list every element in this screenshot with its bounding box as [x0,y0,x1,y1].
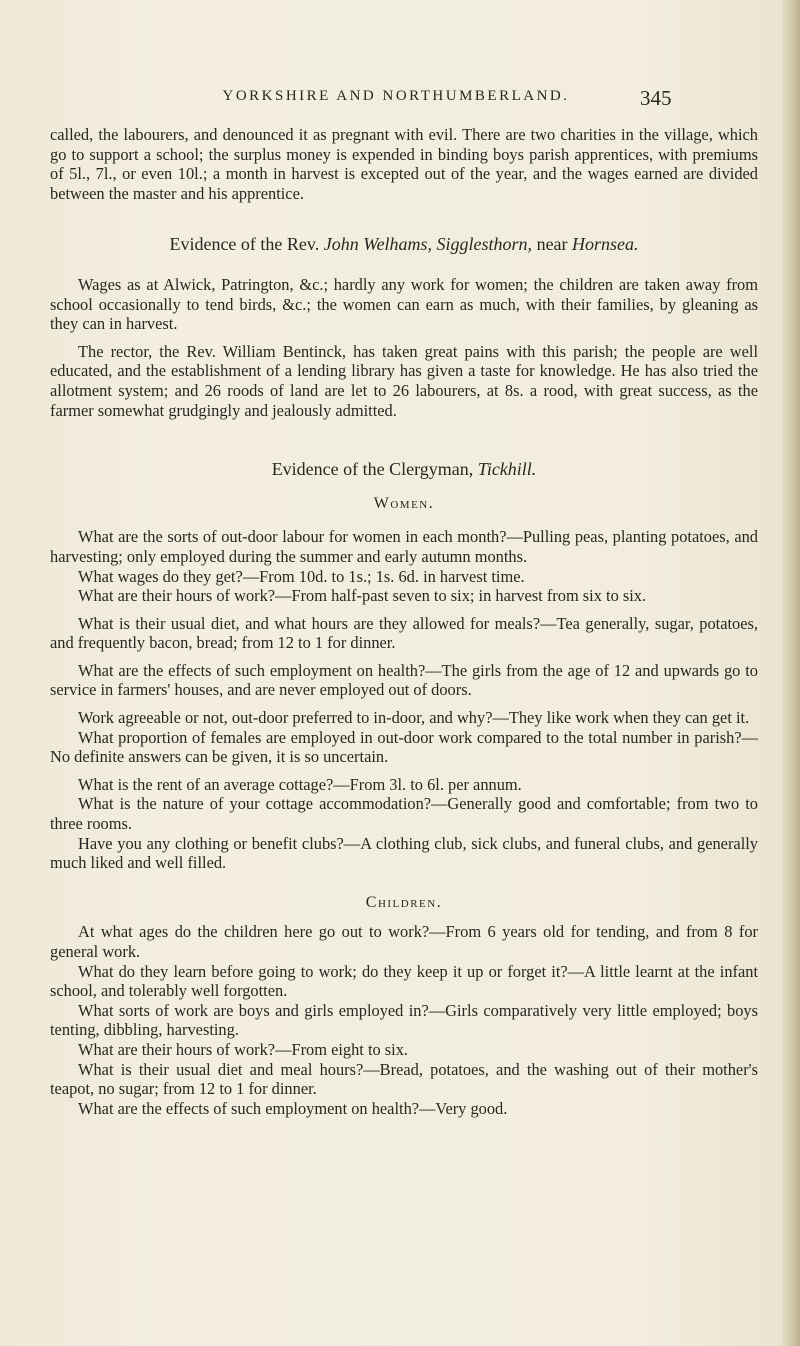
children-qa: What are their hours of work?—From eight to six. [78,1039,409,1059]
children-qa: At what ages do the children here go out to work?—From 6 years old for tending, and from 8 for general work. [50,922,758,961]
women-qa: Work agreeable or not, out-door preferred to in-door, and why?—They like work when they can get it. [78,708,750,728]
subheading-children: Children. [365,893,443,911]
children-qa: What do they learn before going to work; do they keep it up or forget it?—A little learnt at the infant school, and tolerably well forgotten. [50,961,758,1001]
women-qa: What are their hours of work?—From half-past seven to six; in harvest from six to six. [78,586,647,606]
women-qa: What is the rent of an average cottage?—From 3l. to 6l. per annum. [78,774,522,794]
welhams-paragraph: Wages as at Alwick, Patrington, &c.; hardly any work for women; the children are taken away from school occasionally to tend birds, &c.; the women can earn as much, with their families, by gleaning as they can in harvest. [50,274,758,334]
children-qa: What is their usual diet and meal hours?—Bread, potatoes, and the washing out of their mother's teapot, no sugar; from 12 to 1 for dinner. [50,1059,758,1099]
women-qa: What is their usual diet, and what hours are they allowed for meals?—Tea generally, sugar, potatoes, and frequently bacon, bread; from 12 to 1 for dinner. [50,613,758,653]
children-qa: What sorts of work are boys and girls employed in?—Girls comparatively very little employed; boys tenting, dibbling, harvesting. [50,1000,758,1040]
women-qa: What are the sorts of out-door labour for women in each month?—Pulling peas, planting potatoes, and harvesting; only employed during the summer and early autumn months. [50,527,758,566]
women-qa: What wages do they get?—From 10d. to 1s.; 1s. 6d. in harvest time. [78,566,525,586]
women-qa: What is the nature of your cottage accommodation?—Generally good and comfortable; from two to three rooms. [50,794,758,834]
page-edge-shadow [782,0,800,1346]
women-qa: Have you any clothing or benefit clubs?—A clothing club, sick clubs, and funeral clubs, and generally much liked and well filled. [50,833,758,873]
intro-paragraph: called, the labourers, and denounced it as pregnant with evil. There are two charities in the village, which go to support a school; the surplus money is expended in binding boys parish apprentices, with premiums of 5l., 7l., or even 10l.; a month in harvest is excepted out of the year, and the wages earned are divided between the master and his apprentice. [50,125,758,203]
welhams-paragraph: The rector, the Rev. William Bentinck, has taken great pains with this parish; the people are well educated, and the establishment of a lending library has given a taste for knowledge. He has also tried the allotment system; and 26 roods of land are let to 26 labourers, at 8s. a rood, with great success, as the farmer somewhat grudgingly and jealously admitted. [50,341,758,420]
section-heading-tickhill: Evidence of the Clergyman, Tickhill. [271,459,537,480]
page-body [50,125,758,1118]
subheading-women: Women. [373,494,435,512]
page-number: 345 [640,86,672,110]
running-head: YORKSHIRE AND NORTHUMBERLAND. [222,88,570,104]
section-heading-welhams: Evidence of the Rev. John Welhams, Sigglesthorn, near Hornsea. [169,234,639,255]
women-qa: What proportion of females are employed in out-door work compared to the total number in parish?—No definite answers can be given, it is so uncertain. [50,727,758,767]
children-qa: What are the effects of such employment on health?—Very good. [78,1098,508,1118]
women-qa: What are the effects of such employment on health?—The girls from the age of 12 and upwards go to service in farmers' houses, and are never employed out of doors. [50,660,758,700]
